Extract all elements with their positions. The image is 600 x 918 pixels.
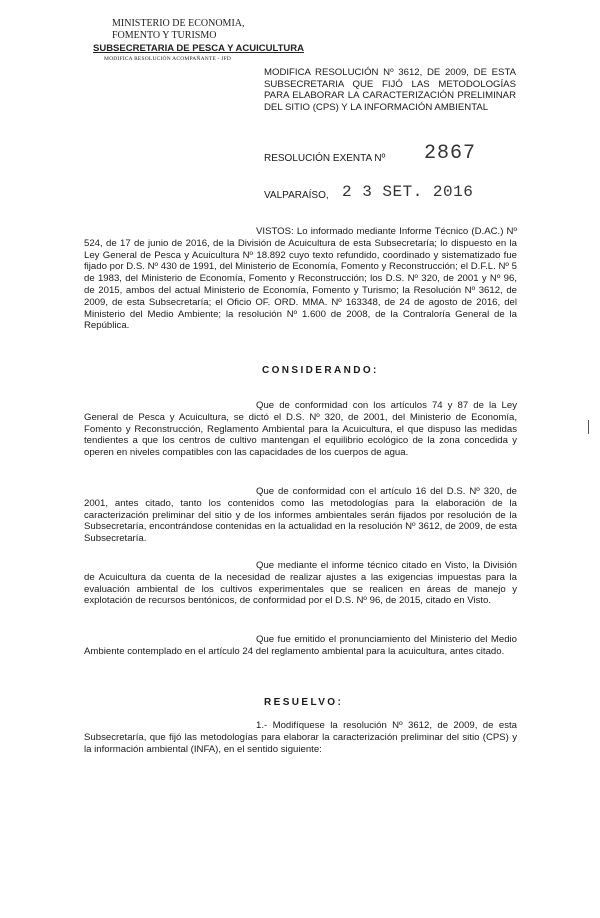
date-stamp: 2 3 SET. 2016 <box>342 183 474 201</box>
place: VALPARAÍSO, <box>264 190 329 201</box>
ministry-line-1: MINISTERIO DE ECONOMIA, <box>112 18 245 29</box>
ministry-line-2: FOMENTO Y TURISMO <box>112 30 217 41</box>
resuelvo-item-1: 1.- Modifíquese la resolución Nº 3612, de 2009, de esta Subsecretaría, que fijó las metodologías para elaborar la caracterización preliminar del sitio (CPS) y la información ambiental (INFA), en el sentido siguiente: <box>84 720 517 755</box>
resolution-number-stamp: 2867 <box>424 142 477 165</box>
reference-line: MODIFICA RESOLUCIÓN ACOMPAÑANTE - JFD <box>104 56 231 62</box>
considerando-item-2: Que de conformidad con el artículo 16 del D.S. Nº 320, de 2001, antes citado, tanto los contenidos como las metodologías para la elaboración de la caracterización preliminar del sitio y de los informes ambientales serán fijados por resolución de la Subsecretaría, encontrándose contenidas en la actualidad en la resolución Nº 3612, de 2009, de esta Subsecretaría. <box>84 486 517 545</box>
considerando-item-1: Que de conformidad con los artículos 74 y 87 de la Ley General de Pesca y Acuicultura, se dictó el D.S. Nº 320, de 2001, del Ministerio de Economía, Fomento y Reconstrucción, Reglamento Ambiental para la Acuicultura, el que dispuso las medidas tendientes a que los centros de cultivo mantengan el equilibrio ecológico de la zona concedida y operen en niveles compatibles con las capacidades de los cuerpos de agua. <box>84 400 517 459</box>
vistos-text: Lo informado mediante Informe Técnico (D.AC.) Nº 524, de 17 de junio de 2016, de la División de Acuicultura de esta Subsecretaría; lo dispuesto en la Ley General de Pesca y Acuicultura Nº 18.892 cuyo texto refundido, coordinado y sistematizado fue fijado por D.S. Nº 430 de 1991, del Ministerio de Economía, Fomento y Reconstrucción; el D.F.L. Nº 5 de 1983, del Ministerio de Economía, Fomento y Reconstrucción; los D.S. Nº 320, de 2001 y Nº 96, de 2015, ambos del actual Ministerio de Economía, Fomento y Turismo; la Resolución Nº 3612, de 2009, de esta Subsecretaría; el Oficio OF. ORD. MMA. Nº 163348, de 24 de agosto de 2016, del Ministerio del Medio Ambiente; la resolución Nº 1.600 de 2008, de la Contraloría General de la República. <box>84 226 517 332</box>
resuelvo-heading: RESUELVO: <box>264 697 344 708</box>
considerando-item-4: Que fue emitido el pronunciamiento del Ministerio del Medio Ambiente contemplado en el artículo 24 del reglamento ambiental para la acuicultura, antes citado. <box>84 634 517 657</box>
vistos-paragraph <box>84 226 517 332</box>
vistos-label: VISTOS: <box>256 226 294 237</box>
margin-mark <box>588 420 597 434</box>
subsecretaria-line: SUBSECRETARIA DE PESCA Y ACUICULTURA <box>93 43 304 54</box>
resolution-subject: MODIFICA RESOLUCIÓN Nº 3612, DE 2009, DE ESTA SUBSECRETARIA QUE FIJÓ LAS METODOLOGÍAS PARA ELABORAR LA CARACTERIZACIÓN PRELIMINAR DEL SITIO (CPS) Y LA INFORMACIÓN AMBIENTAL <box>264 67 516 113</box>
considerando-item-3: Que mediante el informe técnico citado en Visto, la División de Acuicultura da cuenta de la necesidad de realizar ajustes a las exigencias impuestas para la evaluación ambiental de los cultivos experimentales que se realicen en áreas de manejo y explotación de recursos bentónicos, de conformidad por el D.S. Nº 96, de 2015, citado en Visto. <box>84 560 517 607</box>
considerando-heading: CONSIDERANDO: <box>262 365 379 376</box>
resolution-label: RESOLUCIÓN EXENTA Nº <box>264 153 386 164</box>
